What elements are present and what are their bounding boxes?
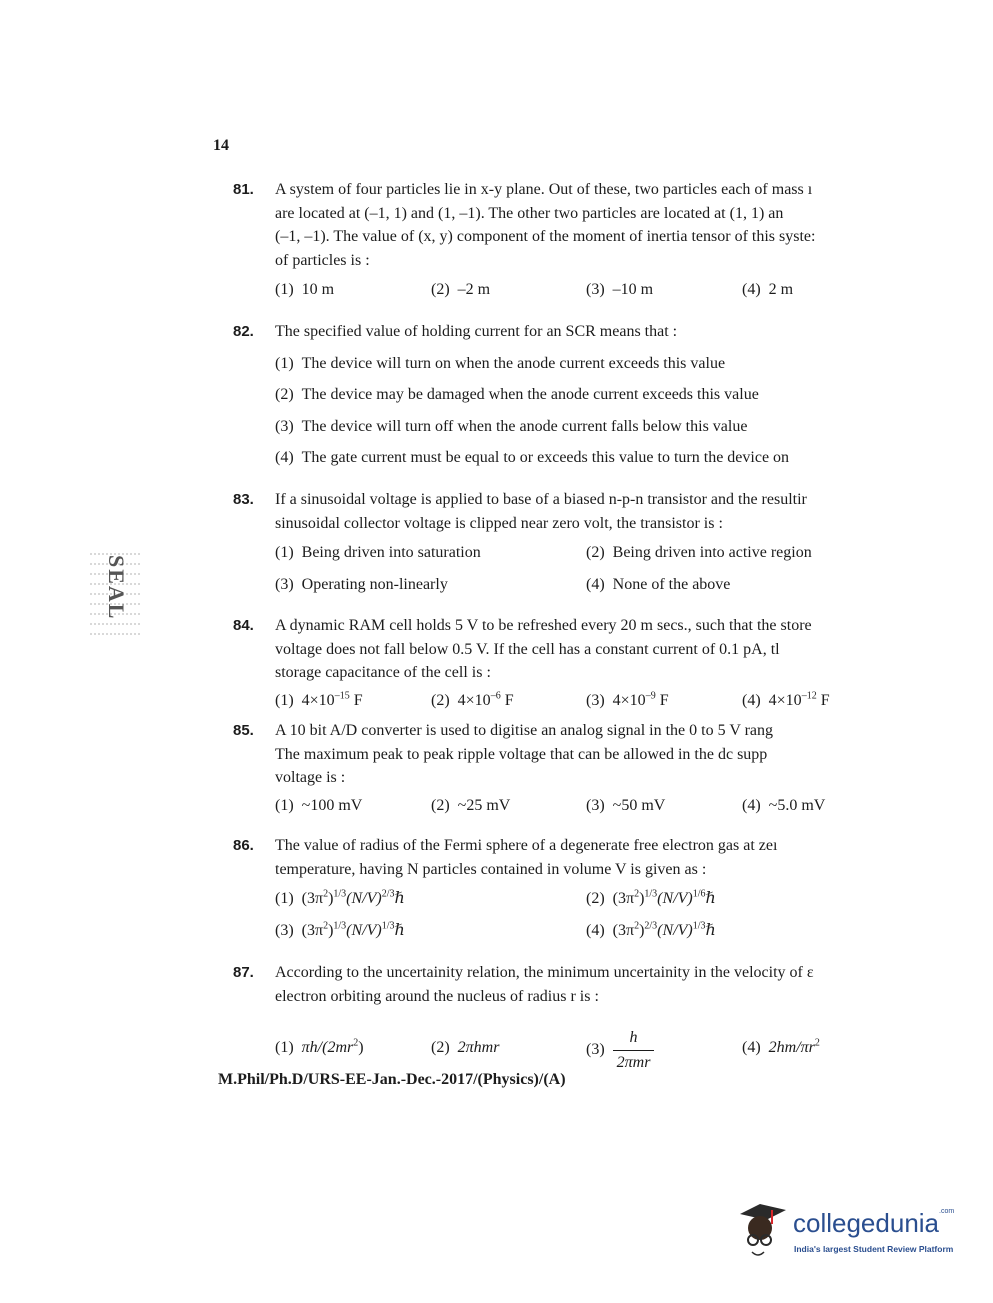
question-number: 87. [233,964,254,981]
question-line: are located at (–1, 1) and (1, –1). The other two particles are located at (1, 1) an [275,204,784,222]
question-line: A 10 bit A/D converter is used to digitise an analog signal in the 0 to 5 V rang [275,722,774,739]
question-number: 86. [233,837,254,854]
option-3: (3) $(3\pi^2)^{1/3}(N/V)^{1/3}\hbar$ [275,920,405,939]
question-line: temperature, having N particles contained in volume V is given as : [275,860,707,878]
option-1: (1) 10 m [275,281,335,298]
question-text [275,961,923,1008]
option-4: (4) $(3\pi^2)^{2/3}(N/V)^{1/3}\hbar$ [586,920,716,939]
options-row [275,794,923,818]
option-4: (4) The gate current must be equal to or exceeds this value to turn the device on [275,449,790,466]
question-83 [233,488,923,597]
option-1: (1) $4\times 10^{-15}$ F [275,690,363,709]
option-3: (3) The device will turn off when the anode current falls below this value [275,417,748,435]
question-text [275,488,923,535]
question-text [275,178,923,272]
question-line: of particles is : [275,251,370,269]
options-row [275,573,923,597]
option-2: (2) The device may be damaged when the anode current exceeds this value [275,386,759,403]
options-row [275,887,923,911]
question-line: A system of four particles lie in x-y plane. Out of these, two particles each of mass ı [275,181,813,198]
question-number: 81. [233,181,254,198]
question-line: The maximum peak to peak ripple voltage that can be allowed in the dc supp [275,745,768,763]
question-text [275,614,923,685]
footer-paper-code: M.Phil/Ph.D/URS-EE-Jan.-Dec.-2017/(Physics)/(A) [218,1071,566,1088]
option-1: (1) $(3\pi^2)^{1/3}(N/V)^{2/3}\hbar$ [275,888,405,907]
question-line: The value of radius of the Fermi sphere of a degenerate free electron gas at zeı [275,837,778,854]
question-number: 84. [233,617,254,634]
question-82 [233,320,923,470]
options-row [275,689,923,713]
option-2: (2) $4\times 10^{-6}$ F [431,690,514,709]
question-84 [233,614,923,713]
option-1: (1) The device will turn on when the anode current exceeds this value [275,354,726,372]
question-line: (–1, –1). The value of (x, y) component of the moment of inertia tensor of this syste: [275,228,816,245]
option-3: (3) $\frac{h}{\text{2πmr}}$ [586,1026,654,1070]
question-line: The specified value of holding current for an SCR means that : [275,323,678,340]
option-4: (4) $2hm/\pi r^2$ [742,1037,820,1056]
question-87 [233,961,923,1070]
options-row [275,541,923,565]
question-line: voltage does not fall below 0.5 V. If the cell has a constant current of 0.1 pA, tl [275,640,780,658]
options-row [275,1026,923,1070]
option-2: (2) –2 m [431,281,491,298]
option-2: (2) 2πhmr [431,1039,500,1056]
seal-label: SEAL [104,555,129,621]
question-text [275,320,923,344]
option-2: (2) ~25 mV [431,796,511,814]
question-text [275,834,923,881]
option-4: (4) 2 m [742,281,794,298]
options-row [275,278,923,302]
option-1: (1) $\pi h/(2mr^2)$ [275,1037,364,1056]
question-line: voltage is : [275,769,346,786]
question-line: A dynamic RAM cell holds 5 V to be refreshed every 20 m secs., such that the store [275,617,812,634]
logo-wordmark: collegedunia$^{.com}$ [793,1208,955,1238]
option-4: (4) None of the above [586,576,731,593]
question-81 [233,178,923,302]
question-line: According to the uncertainity relation, the minimum uncertainity in the velocity of ε [275,964,814,981]
fraction: $\frac{h}{\text{2πmr}}$ [613,1026,655,1070]
option-4: (4) ~5.0 mV [742,796,826,814]
question-85 [233,719,923,818]
question-number: 82. [233,323,254,340]
question-line: sinusoidal collector voltage is clipped near zero volt, the transistor is : [275,514,723,532]
option-2: (2) $(3\pi^2)^{1/3}(N/V)^{1/6}\hbar$ [586,888,716,907]
option-3: (3) –10 m [586,281,654,298]
question-text [275,719,923,790]
question-line: If a sinusoidal voltage is applied to base of a biased n-p-n transistor and the resultir [275,491,807,508]
option-3: (3) Operating non-linearly [275,576,448,593]
question-86 [233,834,923,943]
question-line: electron orbiting around the nucleus of radius r is : [275,987,599,1005]
options-row [275,919,923,943]
logo-tagline: India's largest Student Review Platform [794,1244,954,1254]
question-number: 85. [233,722,254,739]
option-3: (3) ~50 mV [586,796,666,814]
page-number: 14 [213,137,229,154]
question-line: storage capacitance of the cell is : [275,664,491,681]
option-4: (4) $4\times 10^{-12}$ F [742,690,830,709]
option-3: (3) $4\times 10^{-9}$ F [586,690,669,709]
option-2: (2) Being driven into active region [586,544,812,561]
option-1: (1) ~100 mV [275,796,363,814]
option-1: (1) Being driven into saturation [275,544,481,561]
question-number: 83. [233,491,254,508]
